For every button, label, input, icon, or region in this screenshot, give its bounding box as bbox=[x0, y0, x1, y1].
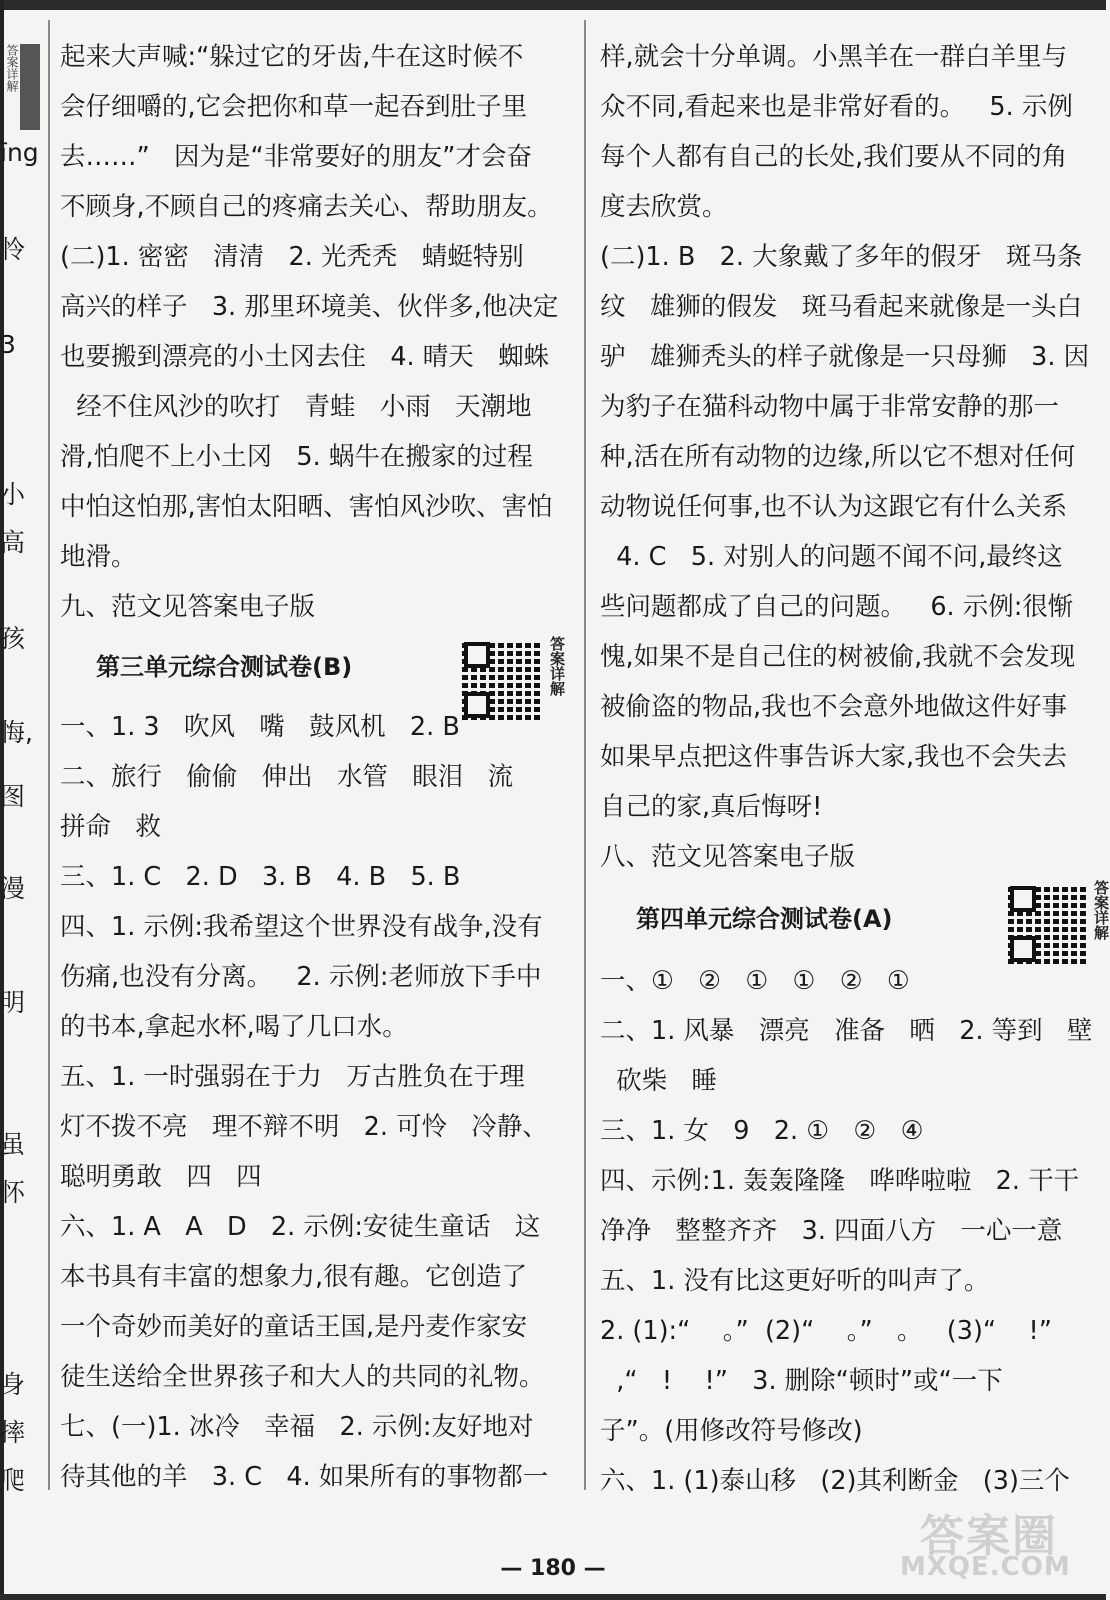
answer-line: ,“ ! !” 3. 删除“顿时”或“一下 bbox=[600, 1366, 1003, 1396]
qr-code-icon[interactable] bbox=[1008, 884, 1088, 964]
answer-line: 自己的家,真后悔呀! bbox=[600, 792, 823, 822]
strip-fragment: 悔, bbox=[0, 718, 33, 747]
strip-fragment: 怜 bbox=[0, 235, 26, 264]
answer-line: 中怕这怕那,害怕太阳晒、害怕风沙吹、害怕 bbox=[60, 492, 553, 522]
right-answer-column bbox=[600, 32, 1106, 1506]
answer-line: 的书本,拿起水杯,喝了几口水。 bbox=[60, 1012, 408, 1042]
answer-line: 净净 整整齐齐 3. 四面八方 一心一意 bbox=[600, 1216, 1063, 1246]
answer-line: 纹 雄狮的假发 斑马看起来就像是一头白 bbox=[600, 292, 1083, 322]
answer-line: (二)1. 密密 清清 2. 光秃秃 蜻蜓特别 bbox=[60, 242, 524, 272]
strip-fragment: 漫 bbox=[0, 874, 26, 903]
answer-line: 六、1. A A D 2. 示例:安徒生童话 这 bbox=[60, 1212, 541, 1242]
answer-line: 样,就会十分单调。小黑羊在一群白羊里与 bbox=[600, 42, 1068, 72]
answer-line: 些问题都成了自己的问题。 6. 示例:很惭 bbox=[600, 592, 1074, 622]
answer-line: 二、1. 风暴 漂亮 准备 晒 2. 等到 壁 bbox=[600, 1016, 1093, 1046]
answer-line: 度去欣赏。 bbox=[600, 192, 728, 222]
qr-caption: 答案详解 bbox=[548, 636, 566, 696]
answer-line: 三、1. C 2. D 3. B 4. B 5. B bbox=[60, 862, 461, 892]
strip-fragment: 身 bbox=[0, 1370, 26, 1399]
answer-line: 徒生送给全世界孩子和大人的共同的礼物。 bbox=[60, 1362, 545, 1392]
answer-line: 地滑。 bbox=[60, 542, 137, 572]
left-answer-column bbox=[60, 32, 576, 1502]
answer-line: 伤痛,也没有分离。 2. 示例:老师放下手中 bbox=[60, 962, 542, 992]
answer-line: 也要搬到漂亮的小土冈去住 4. 晴天 蜘蛛 bbox=[60, 342, 550, 372]
answer-line: 会仔细嚼的,它会把你和草一起吞到肚子里 bbox=[60, 92, 528, 122]
strip-fragment: 小 bbox=[0, 480, 26, 509]
answer-line: 种,活在所有动物的边缘,所以它不想对任何 bbox=[600, 442, 1076, 472]
answer-line: 本书具有丰富的想象力,很有趣。它创造了 bbox=[60, 1262, 528, 1292]
strip-fragment: 明 bbox=[0, 988, 26, 1017]
answer-line: 五、1. 一时强弱在于力 万古胜负在于理 bbox=[60, 1062, 525, 1092]
qr-caption: 答案详解 bbox=[1092, 880, 1110, 940]
strip-fragment: 怀 bbox=[0, 1178, 26, 1207]
left-column-rule bbox=[48, 20, 50, 1490]
answer-line: 待其他的羊 3. C 4. 如果所有的事物都一 bbox=[60, 1462, 549, 1492]
answer-line: (二)1. B 2. 大象戴了多年的假牙 斑马条 bbox=[600, 242, 1083, 272]
answer-line: 愧,如果不是自己住的树被偷,我就不会发现 bbox=[600, 642, 1076, 672]
section-title-unit3-b: 第三单元综合测试卷(B) bbox=[96, 653, 353, 681]
answer-line: 聪明勇敢 四 四 bbox=[60, 1162, 262, 1192]
answer-line: 八、范文见答案电子版 bbox=[600, 842, 856, 872]
answer-line: 被偷盗的物品,我也不会意外地做这件好事 bbox=[600, 692, 1068, 722]
answer-line: 九、范文见答案电子版 bbox=[60, 592, 316, 622]
strip-fragment: 3 bbox=[0, 330, 16, 359]
answer-line: 每个人都有自己的长处,我们要从不同的角 bbox=[600, 142, 1068, 172]
answer-line: 四、1. 示例:我希望这个世界没有战争,没有 bbox=[60, 912, 543, 942]
strip-fragment: 爬 bbox=[0, 1466, 26, 1495]
strip-fragment: īng bbox=[0, 138, 39, 167]
answer-line: 三、1. 女 9 2. ① ② ④ bbox=[600, 1116, 924, 1146]
answer-line: 一、① ② ① ① ② ① bbox=[600, 966, 910, 996]
answer-line: 滑,怕爬不上小土冈 5. 蜗牛在搬家的过程 bbox=[60, 442, 533, 472]
answer-line: 高兴的样子 3. 那里环境美、伙伴多,他决定 bbox=[60, 292, 559, 322]
answer-line: 如果早点把这件事告诉大家,我也不会失去 bbox=[600, 742, 1068, 772]
answer-line: 经不住风沙的吹打 青蛙 小雨 天潮地 bbox=[60, 392, 532, 422]
page-number: — 180 — bbox=[500, 1556, 606, 1581]
section-title-unit4-a: 第四单元综合测试卷(A) bbox=[636, 905, 893, 933]
answer-line: 起来大声喊:“躲过它的牙齿,牛在这时候不 bbox=[60, 42, 524, 72]
strip-fragment: 孩 bbox=[0, 624, 26, 653]
top-border bbox=[0, 0, 1106, 10]
answer-line: 4. C 5. 对别人的问题不闻不问,最终这 bbox=[600, 542, 1063, 572]
answer-line: 四、示例:1. 轰轰隆隆 哗哗啦啦 2. 干干 bbox=[600, 1166, 1080, 1196]
answer-line: 五、1. 没有比这更好听的叫声了。 bbox=[600, 1266, 990, 1296]
answer-line: 拼命 救 bbox=[60, 812, 161, 842]
watermark-top: 答案圈 bbox=[920, 1511, 1058, 1562]
strip-caption: 答案详解 bbox=[5, 44, 19, 92]
answer-line: 灯不拨不亮 理不辩不明 2. 可怜 冷静、 bbox=[60, 1112, 548, 1142]
center-column-rule bbox=[584, 20, 586, 1490]
answer-line: 去……” 因为是“非常要好的朋友”才会奋 bbox=[60, 142, 532, 172]
qr-code-icon[interactable] bbox=[462, 640, 542, 720]
previous-page-strip bbox=[0, 10, 44, 1594]
strip-fragment: 虽 bbox=[0, 1130, 26, 1159]
qr-code-fragment-icon bbox=[20, 44, 40, 130]
strip-fragment: 高 bbox=[0, 528, 26, 557]
answer-line: 一个奇妙而美好的童话王国,是丹麦作家安 bbox=[60, 1312, 528, 1342]
answer-line: 不顾身,不顾自己的疼痛去关心、帮助朋友。 bbox=[60, 192, 553, 222]
answer-line: 动物说任何事,也不认为这跟它有什么关系 bbox=[600, 492, 1068, 522]
answer-line: 六、1. (1)泰山移 (2)其利断金 (3)三个 bbox=[600, 1466, 1070, 1496]
strip-fragment: 图 bbox=[0, 782, 26, 811]
answer-line: 驴 雄狮秃头的样子就像是一只母狮 3. 因 bbox=[600, 342, 1090, 372]
answer-line: 众不同,看起来也是非常好看的。 5. 示例 bbox=[600, 92, 1073, 122]
answer-line: 砍柴 睡 bbox=[600, 1066, 718, 1096]
answer-line: 2. (1):“ 。” (2)“ 。” 。 (3)“ !” bbox=[600, 1316, 1052, 1346]
watermark-logo bbox=[880, 1500, 1106, 1586]
answer-line: 七、(一)1. 冰冷 幸福 2. 示例:友好地对 bbox=[60, 1412, 534, 1442]
answer-line: 二、旅行 偷偷 伸出 水管 眼泪 流 bbox=[60, 762, 514, 792]
answer-line: 一、1. 3 吹风 嘴 鼓风机 2. B bbox=[60, 712, 460, 742]
answer-line: 为豹子在猫科动物中属于非常安静的那一 bbox=[600, 392, 1060, 422]
answer-line: 子”。(用修改符号修改) bbox=[600, 1416, 863, 1446]
strip-fragment: 摔 bbox=[0, 1418, 26, 1447]
bottom-border bbox=[0, 1594, 1106, 1600]
watermark-bottom: MXQE.COM bbox=[900, 1552, 1071, 1582]
